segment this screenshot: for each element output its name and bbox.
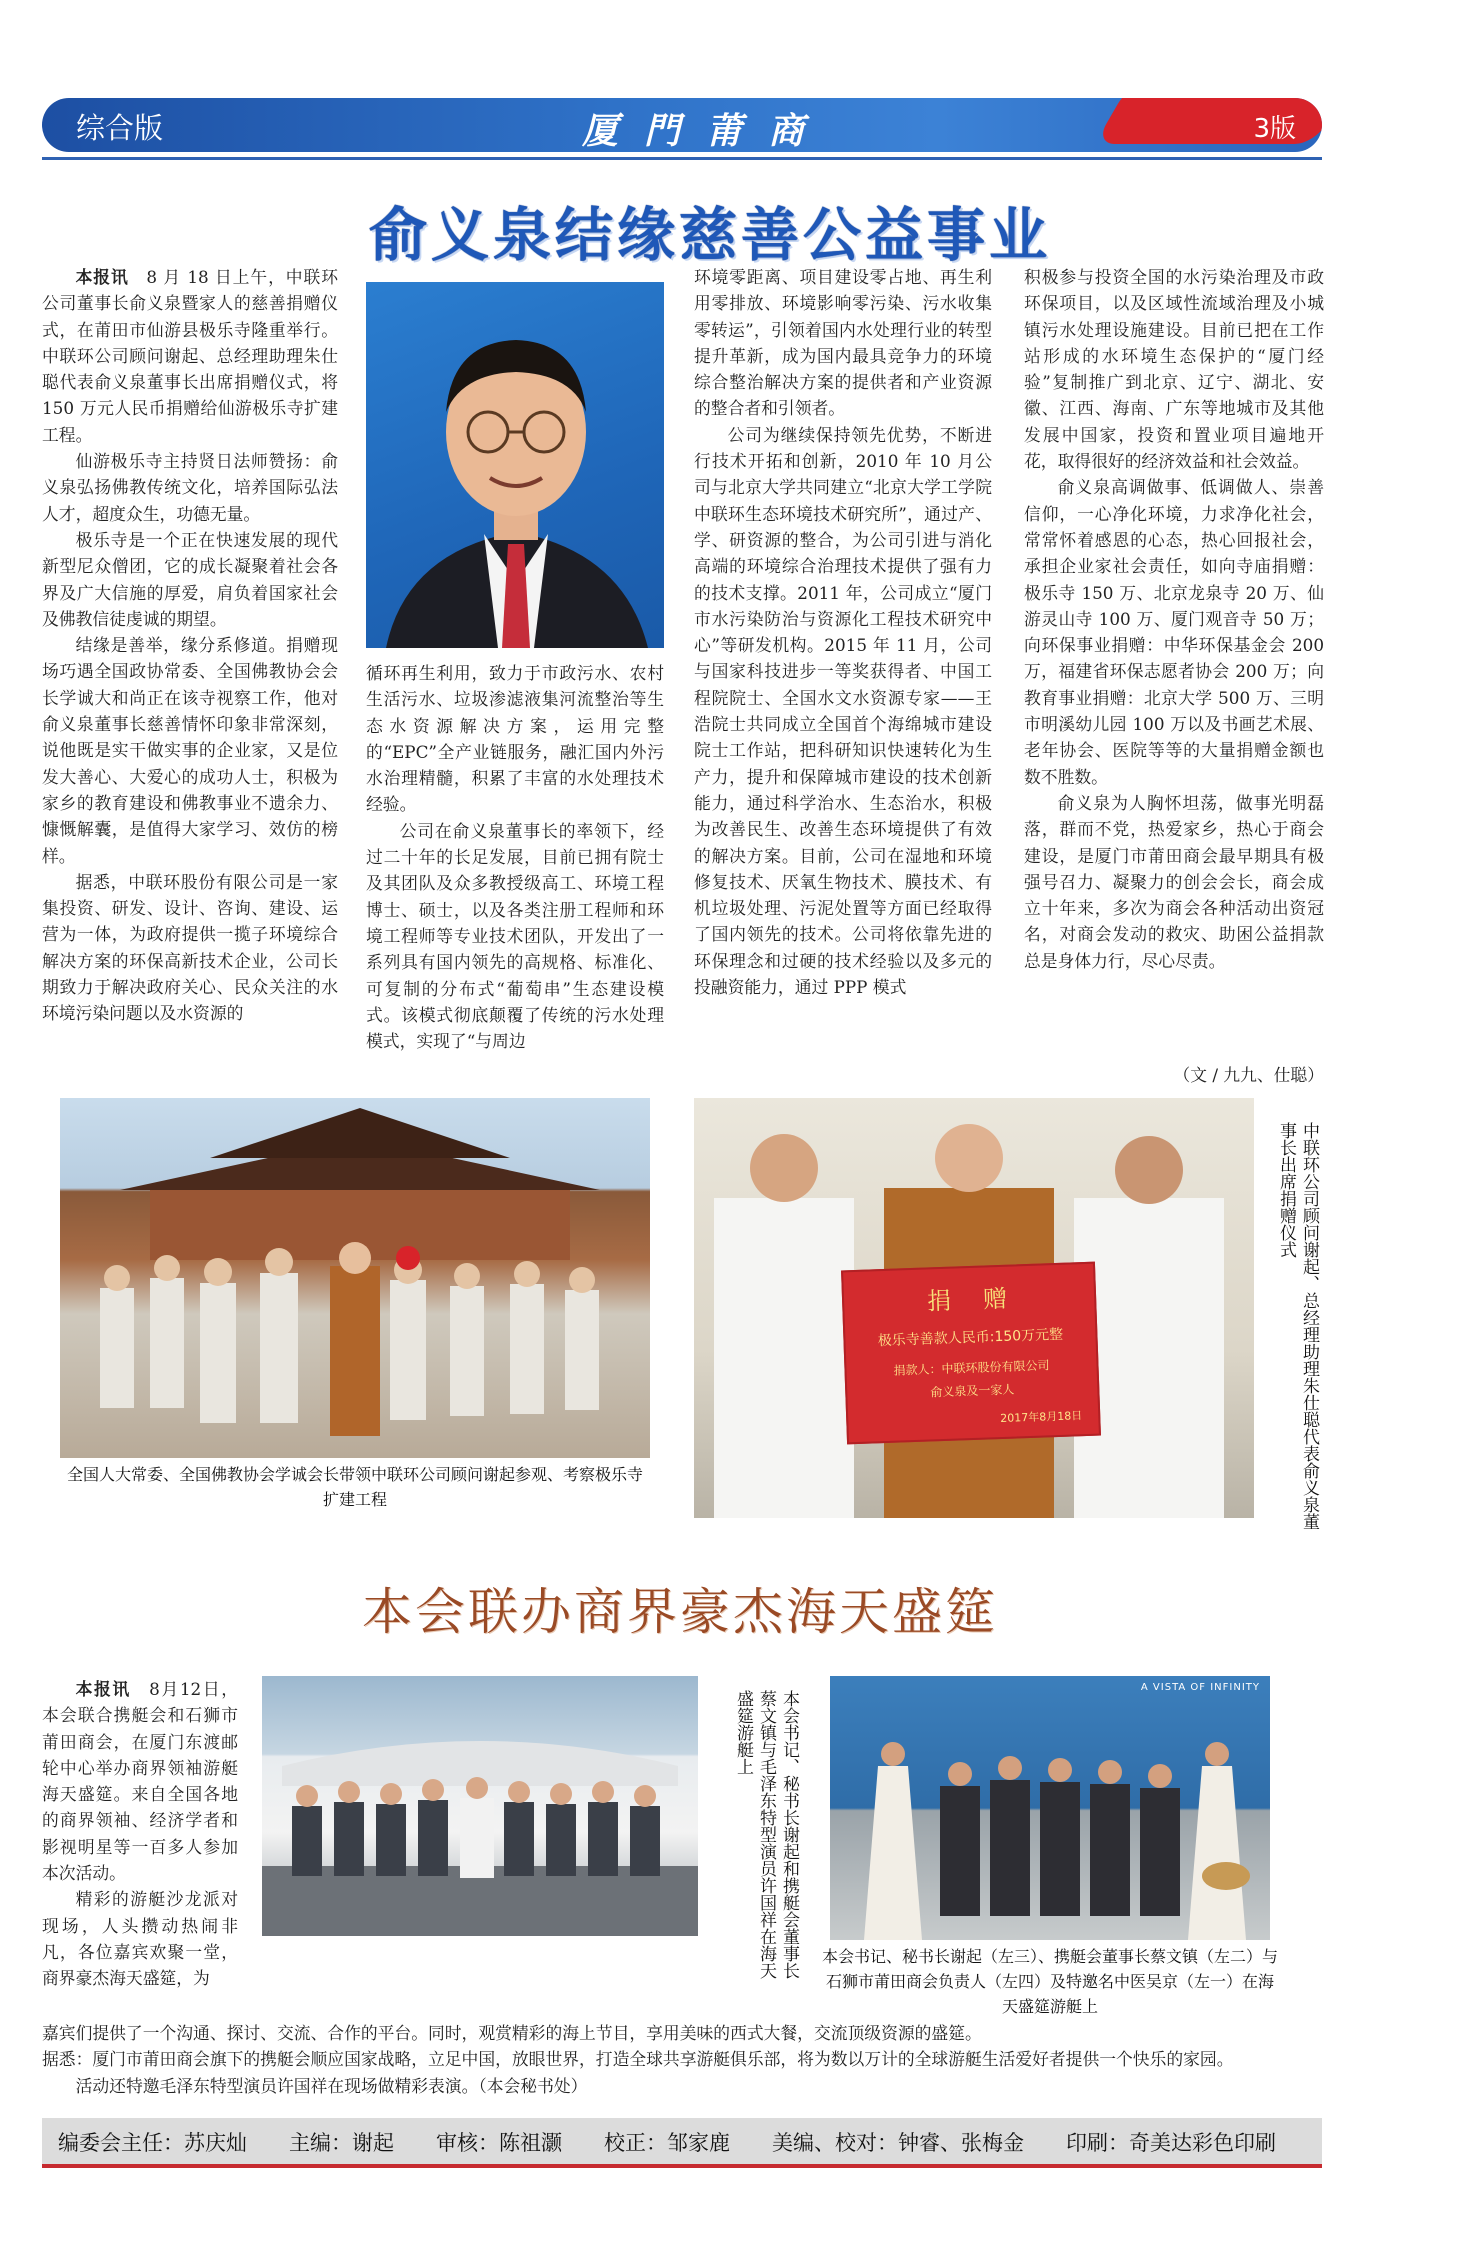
paragraph [42, 869, 338, 1027]
donation-banner [841, 1262, 1101, 1445]
yacht-group-illustration [262, 1676, 698, 1936]
dateline-lead: 本报讯 [75, 1679, 131, 1699]
yacht-sign-text: A VISTA OF INFINITY [1140, 1682, 1260, 1693]
article2-line-3: 活动还特邀毛泽东特型演员许国祥在现场做精彩表演。（本会秘书处） [75, 2075, 588, 2096]
paragraph [42, 527, 338, 632]
article2-line-2: 据悉：厦门市莆田商会旗下的携艇会顺应国家战略，立足中国，放眼世界，打造全球共享游艇俱乐部，将为数以万计的全球游艇生活爱好者提供一个快乐的家园。 [42, 2049, 1234, 2070]
photo-yacht-party [830, 1676, 1270, 1940]
paragraph-text: 据悉，中联环股份有限公司是一家集投资、研发、设计、咨询、建设、运营为一体，为政府提供一揽子环境综合解决方案的环保高新技术企业，公司长期致力于解决政府关心、民众关注的水环境污染问题以及水资源的 [42, 871, 338, 1024]
paragraph [42, 1886, 238, 1991]
photo-donation-ceremony [694, 1098, 1254, 1518]
photo2-caption: 中联环公司顾问谢起、总经理助理朱仕聪代表俞义泉董事长出席捐赠仪式 [1276, 1122, 1319, 1530]
paragraph-text: 积极参与投资全国的水污染治理及市政环保项目，以及区域性流域治理及小城镇污水处理设施建设。目前已把在工作站形成的水环境生态保护的“厦门经验”复制推广到北京、辽宁、湖北、安徽、江西、海南、广东等地城市及其他发展中国家，投资和置业项目遍地开花，取得很好的经济效益和社会效益。 [1024, 267, 1324, 472]
page-number: 3版 [1253, 114, 1296, 144]
paragraph-text: 结缘是善举，缘分系修道。捐赠现场巧遇全国政协常委、全国佛教协会会长学诚大和尚正在该寺视察工作，他对俞义泉董事长慈善情怀印象非常深刻，说他既是实干做实事的企业家，又是位发大善心、大爱心的成功人士，积极为家乡的教育建设和佛教事业不遗余力、慷慨解囊，是值得大家学习、效仿的榜样。 [42, 635, 338, 866]
portrait-photo [366, 282, 664, 648]
paragraph [42, 1676, 238, 1886]
paragraph-text: 8月12日，本会联合携艇会和石狮市莆田商会，在厦门东渡邮轮中心举办商界领袖游艇海天盛筵。来自全国各地的商界领袖、经济学者和影视明星等一百多人参加本次活动。 [42, 1679, 238, 1884]
article1-column-2 [366, 660, 664, 1054]
paragraph-text: 精彩的游艇沙龙派对现场，人头攒动热闹非凡，各位嘉宾欢聚一堂，商界豪杰海天盛筵，为 [42, 1889, 238, 1989]
article2-line-1: 嘉宾们提供了一个沟通、探讨、交流、合作的平台。同时，观赏精彩的海上节目，享用美味的西式大餐，交流顶级资源的盛筵。 [42, 2023, 982, 2043]
section-label: 综合版 [76, 111, 164, 145]
paragraph [42, 264, 338, 448]
paragraph-text: 循环再生利用，致力于市政污水、农村生活污水、垃圾渗滤液集河流整治等生态水资源解决方案，运用完整的“EPC”全产业链服务，融汇国内外污水治理精髓，积累了丰富的水处理技术经验。 [366, 663, 664, 815]
article1-title: 俞义泉结缘慈善公益事业 [368, 201, 1051, 269]
paragraph [1024, 790, 1324, 974]
photo-yacht-group [262, 1676, 698, 1936]
photo3-caption: 本会书记、秘书长谢起和携艇会董事长蔡文镇与毛泽东特型演员许国祥在海天盛筵游艇上 [733, 1690, 799, 1979]
paragraph [42, 448, 338, 527]
photo4-caption: 本会书记、秘书长谢起（左三）、携艇会董事长蔡文镇（左二）与石狮市莆田商会负责人（左四）及特邀名中医吴京（左一）在海天盛筵游艇上 [821, 1947, 1278, 2016]
paragraph [366, 660, 664, 818]
paragraph [694, 422, 992, 1001]
temple-scene-illustration [60, 1098, 650, 1458]
paragraph-text: 俞义泉高调做事、低调做人、崇善信仰，一心净化环境，力求净化社会，常常怀着感恩的心态，热心回报社会，承担企业家社会责任，如向寺庙捐赠：极乐寺 150 万、北京龙泉寺 20 万、仙游灵山寺 100 万、厦门观音寺 50 万；向环保事业捐赠：中华环保基金会 200 万，福建省环保志愿者协会 200 万；向教育事业捐赠：北京大学 500 万、三明市明溪幼儿园 100 万以及书画艺术展、老年协会、医院等等的大量捐赠金额也数不胜数。 [1024, 477, 1324, 787]
article2-title: 本会联办商界豪杰海天盛筵 [362, 1583, 998, 1641]
article2-continuation [42, 2020, 1332, 2099]
paragraph [42, 632, 338, 869]
paragraph-text: 仙游极乐寺主持贤日法师赞扬：俞义泉弘扬佛教传统文化，培养国际弘法人才，超度众生，功德无量。 [42, 451, 338, 524]
paragraph-text: 公司为继续保持领先优势，不断进行技术开拓和创新，2010 年 10 月公司与北京大学共同建立“北京大学工学院中联环生态环境技术研究所”，通过产、学、研资源的整合，为公司引进与消化高端的环境综合治理技术提供了强有力的技术支撑。2011 年，公司成立“厦门市水污染防治与资源化工程技术研究中心”等研发机构。2015 年 11 月，公司与国家科技进步一等奖获得者、中国工程院院士、全国水文水资源专家——王浩院士共同成立全国首个海绵城市建设院士工作站，把科研知识快速转化为生产力，提升和保障城市建设的技术创新能力，通过科学治水、生态治水，积极为改善民生、改善生态环境提供了有效的解决方案。目前，公司在湿地和环境修复技术、厌氧生物技术、膜技术、有机垃圾处理、污泥处置等方面已经取得了国内领先的技术。公司将依靠先进的环保理念和过硬的技术经验以及多元的投融资能力，通过 PPP 模式 [694, 424, 992, 998]
article1-column-4 [1024, 264, 1324, 974]
paragraph-text: 8 月 18 日上午，中联环公司董事长俞义泉暨家人的慈善捐赠仪式，在莆田市仙游县极乐寺隆重举行。中联环公司顾问谢起、总经理助理朱仕聪代表俞义泉董事长出席捐赠仪式，将 150 万元人民币捐赠给仙游极乐寺扩建工程。 [42, 267, 338, 445]
article1-column-1 [42, 264, 338, 1027]
paragraph [1024, 474, 1324, 790]
paragraph [694, 264, 992, 422]
paragraph [366, 818, 664, 1055]
paragraph-text: 公司在俞义泉董事长的率领下，经过二十年的长足发展，目前已拥有院士及其团队及众多教授级高工、环境工程博士、硕士，以及各类注册工程师和环境工程师等专业技术团队，开发出了一系列具有国内领先的高规格、标准化、可复制的分布式“葡萄串”生态建设模式。该模式彻底颠覆了传统的污水处理模式，实现了“与周边 [366, 820, 664, 1052]
portrait-illustration [366, 282, 664, 648]
yacht-party-illustration [830, 1676, 1270, 1940]
dateline-lead: 本报讯 [75, 267, 129, 287]
header-divider [42, 157, 1322, 160]
paragraph [1024, 264, 1324, 474]
banner-amount: 极乐寺善款人民币:150万元整 [877, 1326, 1064, 1350]
editorial-footer [42, 2118, 1322, 2168]
paragraph-text: 环境零距离、项目建设零占地、再生利用零排放、环境影响零污染、污水收集零转运”，引领着国内水处理行业的转型提升革新，成为国内最具竞争力的环境综合整治解决方案的提供者和产业资源的整合者和引领者。 [694, 267, 992, 419]
article1-column-3 [694, 264, 992, 1000]
article1-byline: （文 / 九九、仕聪） [1173, 1065, 1324, 1085]
photo1-caption: 全国人大常委、全国佛教协会学诚会长带领中联环公司顾问谢起参观、考察极乐寺扩建工程 [66, 1465, 643, 1509]
paragraph-text: 极乐寺是一个正在快速发展的现代新型尼众僧团，它的成长凝聚着社会各界及广大信施的厚爱，肩负着国家社会及佛教信徒虔诚的期望。 [42, 529, 338, 629]
editorial-credits: 编委会主任：苏庆灿 主编：谢起 审核：陈祖灏 校正：邹家鹿 美编、校对：钟睿、张梅金 印刷：奇美达彩色印刷 [58, 2131, 1276, 2155]
newspaper-name: 厦門莆商 [582, 110, 831, 152]
banner-donor: 捐款人：中联环股份有限公司 [893, 1358, 1050, 1378]
masthead-band [42, 98, 1322, 152]
article2-column [42, 1676, 238, 1992]
banner-title: 捐 赠 [926, 1284, 1012, 1316]
paragraph-text: 俞义泉为人胸怀坦荡，做事光明磊落，群而不党，热爱家乡，热心于商会建设，是厦门市莆田商会最早期具有极强号召力、凝聚力的创会会长，商会成立十年来，多次为商会各种活动出资冠名，对商会发动的救灾、助困公益捐款总是身体力行，尽心尽责。 [1024, 792, 1324, 971]
photo-temple-visit [60, 1098, 650, 1458]
banner-date: 2017年8月18日 [1000, 1409, 1083, 1426]
banner-family: 俞义泉及一家人 [930, 1382, 1015, 1400]
